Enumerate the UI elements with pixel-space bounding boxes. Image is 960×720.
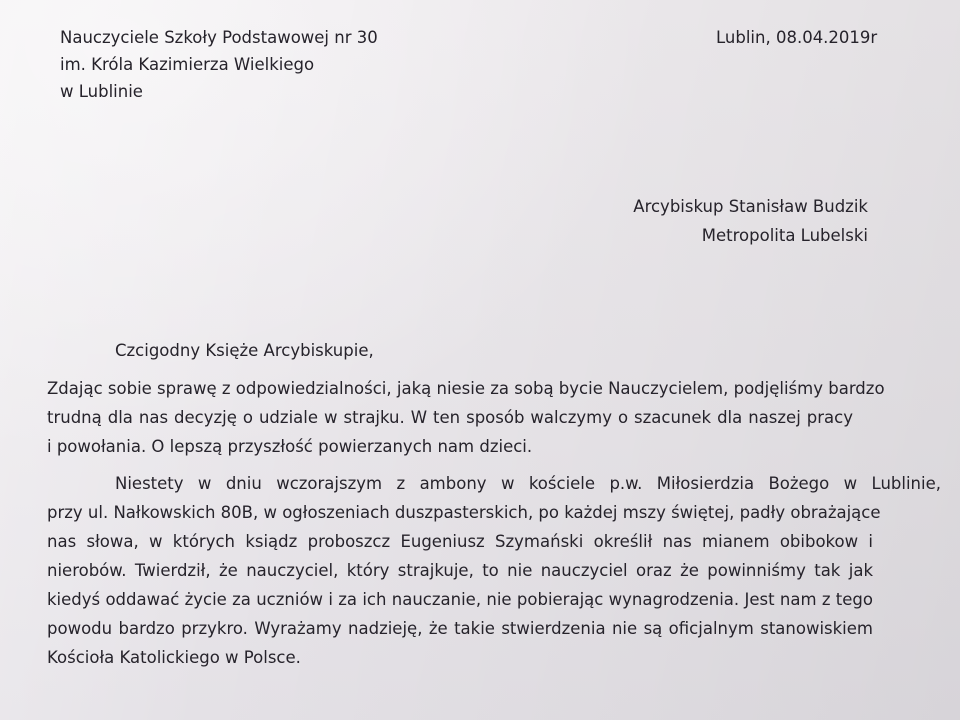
- salutation: Czcigodny Księże Arcybiskupie,: [115, 341, 374, 360]
- recipient-name: Arcybiskup Stanisław Budzik: [633, 197, 868, 216]
- recipient-title: Metropolita Lubelski: [701, 226, 868, 245]
- paragraph-line: Kościoła Katolickiego w Polsce.: [47, 648, 301, 667]
- paragraph-line: powodu bardzo przykro. Wyrażamy nadzieję, że takie stwierdzenia nie są oficjalnym stanowiskiem: [47, 619, 873, 638]
- paragraph-line: nierobów. Twierdził, że nauczyciel, który strajkuje, to nie nauczyciel oraz że powinniśmy tak jak: [47, 561, 873, 580]
- sender-line: w Lublinie: [60, 82, 143, 101]
- paragraph-line: i powołania. O lepszą przyszłość powierzanych nam dzieci.: [47, 437, 533, 456]
- letter-date: Lublin, 08.04.2019r: [716, 28, 878, 47]
- sender-block: [60, 26, 378, 107]
- paragraph-2: [47, 469, 941, 672]
- paragraph-line: trudną dla nas decyzję o udziale w strajku. W ten sposób walczymy o szacunek dla naszej pracy: [47, 408, 853, 427]
- paragraph-1: [47, 374, 885, 461]
- paragraph-line: Zdając sobie sprawę z odpowiedzialności, jaką niesie za sobą bycie Nauczycielem, podjęliśmy bardzo: [47, 379, 885, 398]
- sender-line: Nauczyciele Szkoły Podstawowej nr 30: [60, 28, 378, 47]
- paragraph-line: przy ul. Nałkowskich 80B, w ogłoszeniach duszpasterskich, po każdej mszy świętej, padły obrażające: [47, 503, 881, 522]
- paragraph-line: kiedyś oddawać życie za uczniów i za ich nauczanie, nie pobierając wynagrodzenia. Jest nam z tego: [47, 590, 873, 609]
- paragraph-line: Niestety w dniu wczorajszym z ambony w kościele p.w. Miłosierdzia Bożego w Lublinie,: [115, 474, 941, 493]
- paragraph-line: nas słowa, w których ksiądz proboszcz Eugeniusz Szymański określił nas mianem obibokow i: [47, 532, 873, 551]
- recipient-block: [633, 195, 868, 253]
- sender-line: im. Króla Kazimierza Wielkiego: [60, 55, 315, 74]
